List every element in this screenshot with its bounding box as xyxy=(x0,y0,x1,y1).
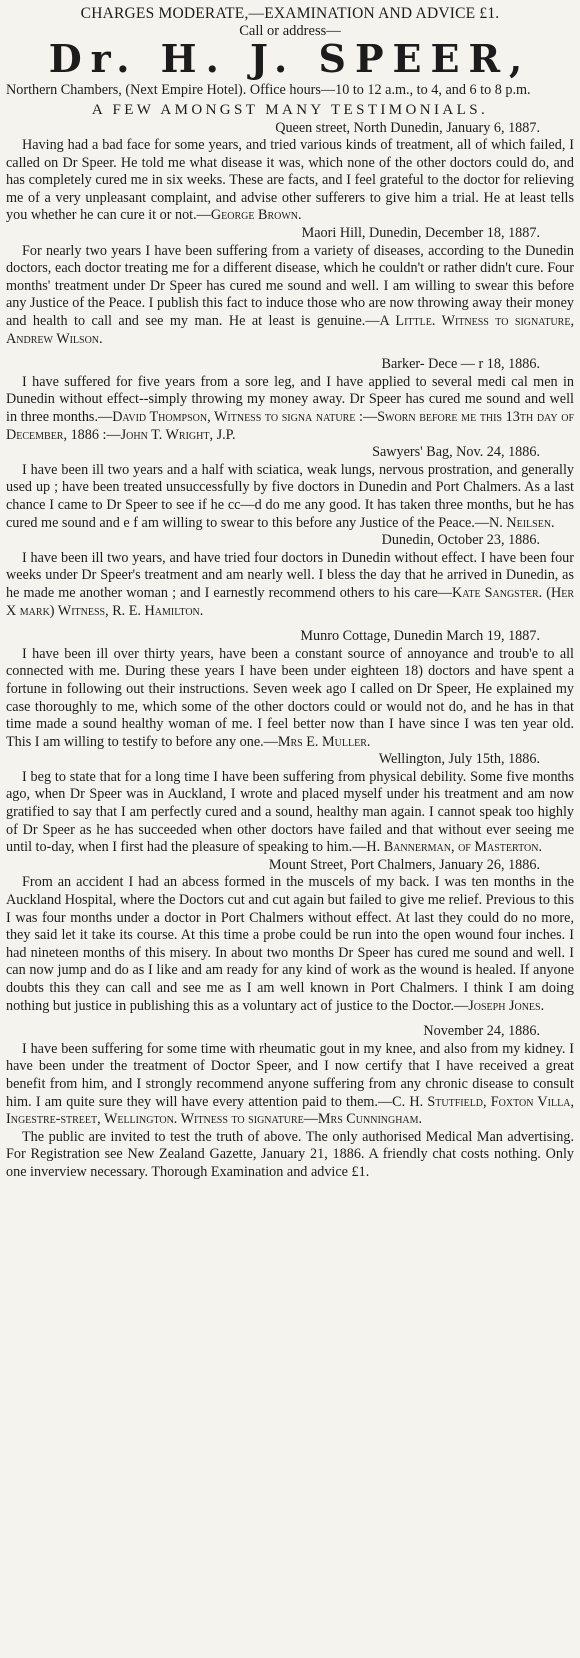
testimonial-signature: Joseph Jones. xyxy=(468,997,545,1014)
testimonial xyxy=(6,532,574,620)
testimonial-signature: David Thompson, Witness to signa nature :—Sworn before me this 13th day of December, 1886 :—John T. Wright, J.P. xyxy=(6,409,575,443)
testimonial-signature: N. Neilsen. xyxy=(489,514,555,531)
testimonial xyxy=(6,225,574,348)
testimonial-signature: George Brown. xyxy=(210,207,302,224)
testimonial-place-date: Munro Cottage, Dunedin March 19, 1887. xyxy=(300,628,540,645)
testimonial-signature: H. Bannerman, of Masterton. xyxy=(366,839,542,856)
testimonial-text: I have suffered for five years from a sore leg, and I have applied to several medi cal men in Dunedin without effect--simply throwing my money away. Dr Speer has cured me sound and well in three months.—David Thompson, Witness to signa nature :—Sworn before me this 13th day of December, 1886 :—John T. Wright, J.P. xyxy=(6,373,575,443)
testimonial-place-date: Wellington, July 15th, 1886. xyxy=(378,751,540,768)
testimonial-text: From an accident I had an abcess formed in the muscels of my back. I was ten months in the Auckland Hospital, where the Doctors cut and cut again but failed to give me relief. Previous to this I was four months under a doctor in Port Chalmers without effect. At last they could do no more, they said let it take its course. At this time a probe could be run into the open wound four inches. I had nineteen months of this misery. In about two months Dr Speer has cured me sound and well. I can now jump and do as I like and am ready for any kind of work as the wound is healed. If anyone doubts this they can call and see me as I am well known in Port Chalmers. I think I am doing nothing but justice in publishing this as a voluntary act of justice to the Doctor.—Joseph Jones. xyxy=(6,874,574,1014)
testimonial-text: I beg to state that for a long time I have been suffering from physical debility. Some five months ago, when Dr Speer was in Auckland, I wrote and placed myself under his treatment and am now gratified to say that I am perfectly cured and a sound, healthy man again. I cannot speak too highly of Dr Speer as he has succeeded when other doctors have failed and that without ever seeing me until to-day, when I first had the pleasure of speaking to him.—H. Bannerman, of Masterton. xyxy=(6,768,574,856)
testimonial-signature: Kate Sangster. (Her X mark) Witness, R. E. Hamilton. xyxy=(6,584,574,619)
testimonial-signature: A Little. Witness to signature, Andrew Wilson. xyxy=(6,313,575,347)
testimonial xyxy=(6,857,574,1015)
testimonial-place-date: Mount Street, Port Chalmers, January 26, 1886. xyxy=(268,856,540,873)
testimonial xyxy=(6,751,574,857)
testimonial xyxy=(6,1023,574,1129)
testimonial-text: I have been ill two years and a half with sciatica, weak lungs, nervous prostration, and generally used up ; have been treated unsuccessfully by five doctors in Dunedin and Port Chalmers. As a last chance I came to Dr Speer to see if he cc⁠—d do me any good. It has taken three months, but he has cured me sound and e f am willing to swear to this before any Justice of the Peace.—N. Neilsen. xyxy=(6,461,574,531)
testimonial-text: For nearly two years I have been suffering from a variety of diseases, according to the Dunedin doctors, each doctor treating me for a different disease, which he couldn't or rather didn't cure. Four months' treatment under Dr Speer has cured me sound and well. I am willing to swear this before any Justice of the Peace. I publish this fact to induce those who are now throwing away their money and health to call and see my man. He at least is genuine.—A Little. Witness to signature, Andrew Wilson. xyxy=(6,242,575,347)
testimonial-signature: Mrs E. Muller. xyxy=(277,733,371,750)
doctor-name: Dr. H. J. SPEER, xyxy=(48,36,532,81)
testimonial-text: I have been ill over thirty years, have been a constant source of annoyance and troub'e to all connected with me. During these years I have been under eighteen 18) doctors and have spent a fortune in following out their instructions. Seven week ago I called on Dr Speer, He explained my case thoroughly to me, which some of the other doctors could or would not do, and he has in that time made a sound healthy woman of me. I feel better now than I have since I was ten year old. This I am willing to testify to before any one.—Mrs E. Muller. xyxy=(6,645,574,750)
testimonials-heading: A FEW AMONGST MANY TESTIMONIALS. xyxy=(91,101,489,118)
call-note: Call or address— xyxy=(239,23,341,39)
testimonial-place-date: Queen street, North Dunedin, January 6, 1887. xyxy=(275,119,540,136)
testimonial-place-date: Sawyers' Bag, Nov. 24, 1886. xyxy=(372,444,540,461)
testimonial-text: Having had a bad face for some years, and tried various kinds of treatment, all of which failed, I called on Dr Speer. He told me what disease it was, which none of the other doctors could do, and has completely cured me in six weeks. These are facts, and I feel grateful to the doctor for relieving me of a very unpleasant complaint, and advise other sufferers to give him a trial. He at least tells you whether he can cure it or not.—George Brown. xyxy=(6,137,574,224)
testimonial-signature: C. H. Stutfield, Foxton Villa, Ingestre-street, Wellington. Witness to signature—Mrs Cunningham. xyxy=(6,1093,574,1128)
testimonial xyxy=(6,356,574,444)
testimonial-place-date: Dunedin, October 23, 1886. xyxy=(381,532,540,549)
testimonial-text: I have been suffering for some time with rheumatic gout in my knee, and also from my kidney. I have been under the treatment of Doctor Speer, and I now certify that I have received a great benefit from him, and I strongly recommend anyone suffering from any chronic disease to consult him. I am quite sure they will have every attention paid to them.—C. H. Stutfield, Foxton Villa, Ingestre-street, Wellington. Witness to signature—Mrs Cunningham. xyxy=(6,1040,574,1128)
testimonial-place-date: Barker- Dece — r 18, 1886. xyxy=(381,356,540,373)
closing-notice: The public are invited to test the truth of above. The only authorised Medical Man advertising. For Registration see New Zealand Gazette, January 21, 1886. A friendly chat costs nothing. Only one inverview necessary. Thorough Examination and advice £1. xyxy=(6,1128,574,1180)
charges-banner: CHARGES MODERATE,—EXAMINATION AND ADVICE £1. xyxy=(80,5,500,22)
office-address: Northern Chambers, (Next Empire Hotel). Office hours—10 to 12 a.m., to 4, and 6 to 8 p.m. xyxy=(6,82,531,98)
testimonial xyxy=(6,120,574,226)
testimonial xyxy=(6,628,574,751)
testimonial xyxy=(6,444,574,532)
testimonials-list xyxy=(6,120,574,1129)
testimonial-text: I have been ill two years, and have tried four doctors in Dunedin without effect. I have been four weeks under Dr Speer's treatment and am nearly well. I bless the day that he arrived in Dunedin, as he made me another woman ; and I earnestly recommend others to his care—Kate Sangster. (Her X mark) Witness, R. E. Hamilton. xyxy=(6,549,574,619)
testimonial-place-date: Maori Hill, Dunedin, December 18, 1887. xyxy=(301,225,540,242)
testimonial-place-date: November 24, 1886. xyxy=(423,1023,540,1040)
